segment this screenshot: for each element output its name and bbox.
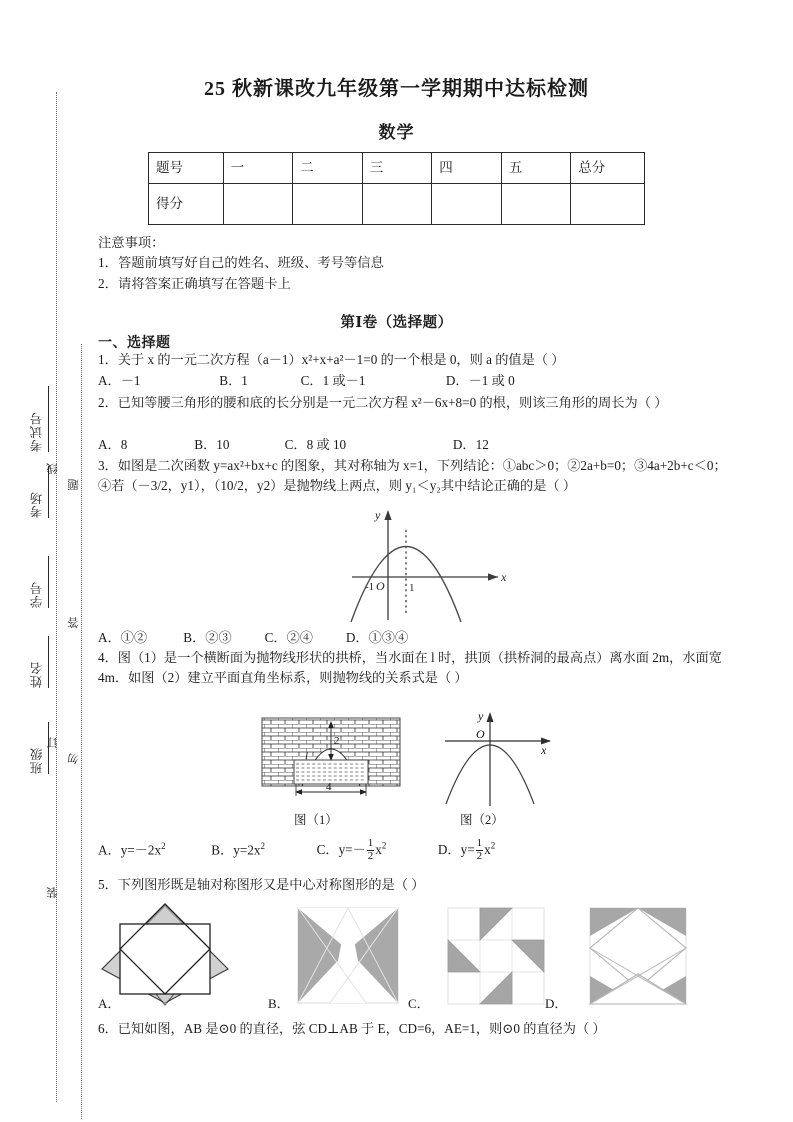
- water-line-label: l: [305, 750, 309, 762]
- shape-a-two-overlapping-squares: [102, 904, 228, 1005]
- margin-warn-word-question: 题: [68, 478, 80, 491]
- question-3-options: [98, 628, 728, 648]
- fig2-y-axis-label: y: [478, 709, 484, 723]
- margin-field-class: 班级: [28, 722, 49, 774]
- y-axis-arrow: [384, 510, 391, 520]
- option-4-b[interactable]: B．$y=2x^2$: [211, 840, 265, 857]
- fig2-y-axis-arrow: [487, 712, 494, 722]
- table-row: [149, 184, 645, 225]
- score-cell-3[interactable]: [362, 184, 432, 225]
- score-cell-5[interactable]: [501, 184, 571, 225]
- margin-field-exam-room: 考场: [28, 466, 49, 518]
- question-3-text: 3．如图是二次函数 y=ax²+bx+c 的图象，其对称轴为 x=1，下列结论：①abc＞0；②2a+b=0；③4a+2b+c＜0；④若（－3/2，y1），（10/2，y2）是抛物线上两点，则 y₁＜y₂其中结论正确的是（ ）: [98, 458, 727, 494]
- margin-field-name: 姓名: [28, 636, 49, 688]
- tick-label-one: 1: [409, 582, 415, 594]
- question-4-text: 4．图（1）是一个横断面为抛物线形状的拱桥，当水面在 l 时，拱顶（拱桥洞的最高点）离水面 2m，水面宽 4m．如图（2）建立平面直角坐标系，则抛物线的关系式是（ ）: [98, 650, 722, 686]
- x-axis-label: x: [501, 570, 507, 584]
- score-table-col-total: 总分: [571, 153, 645, 184]
- option-5-c[interactable]: C．: [408, 996, 430, 1011]
- margin-field-student-number: 学号: [28, 556, 49, 608]
- seal-dotted-line-inner: [81, 344, 82, 1119]
- question-5-options: [98, 993, 738, 1011]
- option-3-c[interactable]: C．②④: [264, 630, 313, 645]
- option-3-d[interactable]: D．①③④: [345, 630, 409, 645]
- score-cell-4[interactable]: [432, 184, 502, 225]
- option-2-b[interactable]: B．10: [194, 437, 230, 452]
- margin-warn-word-do-not: 勿: [68, 752, 80, 765]
- question-6-text: 6．已知如图，AB 是⊙0 的直径，弦 CD⊥AB 于 E，CD=6，AE=1，则⊙0 的直径为（ ）: [98, 1021, 606, 1036]
- paper-part-heading: 第Ⅰ卷（选择题）: [340, 315, 453, 331]
- parabola-graph-svg: [330, 505, 520, 625]
- score-cell-1[interactable]: [223, 184, 293, 225]
- y-axis-label: y: [375, 508, 381, 522]
- option-4-d[interactable]: D．y= $\frac{1}{2}$ $x^2$: [437, 837, 496, 862]
- instructions-heading: 注意事项：: [98, 235, 165, 250]
- margin-seal-word-pack: 装: [47, 886, 59, 899]
- option-3-b[interactable]: B．②③: [183, 630, 232, 645]
- shape-d-rotated-inner-square: [590, 908, 686, 1004]
- score-cell-total[interactable]: [571, 184, 645, 225]
- question-2-text: 2．已知等腰三角形的腰和底的长分别是一元二次方程 x²－6x+8=0 的根，则该三角形的周长为（ ）: [98, 395, 668, 410]
- score-table-row-label-1: 题号: [149, 153, 224, 184]
- exam-margin-strip: [0, 0, 100, 1122]
- tick-label-minus-one: -1: [365, 581, 375, 593]
- figure-1-caption: 图（1）: [294, 813, 338, 827]
- instruction-item-1: 1．答题前填写好自己的姓名、班级、考号等信息: [98, 255, 384, 271]
- option-4-a[interactable]: A．$y=-2x^2$: [98, 840, 166, 857]
- question-3-figure: [330, 505, 520, 625]
- figure-2-caption: 图（2）: [460, 813, 504, 827]
- fig2-origin-label: O: [476, 727, 485, 741]
- figure2-parabola: [445, 709, 551, 806]
- option-5-d[interactable]: D．: [545, 996, 568, 1011]
- margin-warn-word-answer: 答: [68, 616, 80, 629]
- width-dimension-label: 4: [326, 781, 332, 793]
- shape-b-rectangle-hourglass: [298, 908, 398, 1003]
- option-5-a[interactable]: A．: [98, 996, 121, 1011]
- score-table-col-5: 五: [501, 153, 571, 184]
- subject-title: 数学: [378, 123, 415, 142]
- score-table-row-label-2: 得分: [149, 184, 224, 225]
- option-2-c[interactable]: C．8 或 10: [284, 437, 347, 452]
- margin-seal-word-line: 线: [47, 462, 59, 475]
- option-3-a[interactable]: A．①②: [98, 630, 148, 645]
- question-1-text: 1．关于 x 的一元二次方程（a－1）x²+x+a²－1=0 的一个根是 0，则 a 的值是（ ）: [98, 352, 565, 367]
- option-4-c[interactable]: C．y=－ $\frac{1}{2}$ $x^2$: [316, 837, 387, 862]
- figure1-bridge: [262, 718, 400, 796]
- shape-c-pinwheel-grid: [448, 908, 544, 1004]
- x-axis-arrow: [488, 573, 498, 580]
- option-1-b[interactable]: B．1: [219, 373, 248, 388]
- origin-label: O: [376, 579, 385, 593]
- score-table-col-1: 一: [223, 153, 293, 184]
- score-table: [148, 152, 645, 225]
- table-row: [149, 153, 645, 184]
- instructions-block: [98, 233, 738, 294]
- question-5-text: 5．下列图形既是轴对称图形又是中心对称图形的是（ ）: [98, 877, 425, 892]
- margin-seal-word-bind: 订: [47, 736, 59, 749]
- section-heading-choice: 一、选择题: [98, 336, 171, 351]
- option-2-a[interactable]: A．8: [98, 437, 128, 452]
- option-5-b[interactable]: B．: [268, 996, 290, 1011]
- score-table-col-3: 三: [362, 153, 432, 184]
- score-cell-2[interactable]: [293, 184, 363, 225]
- margin-field-exam-number: 考试号: [28, 386, 49, 452]
- option-1-d[interactable]: D．－1 或 0: [445, 373, 515, 388]
- score-table-col-4: 四: [432, 153, 502, 184]
- option-1-a[interactable]: A．－1: [98, 373, 141, 388]
- fig2-x-axis-label: x: [541, 743, 547, 757]
- seal-dotted-line-outer: [56, 92, 57, 1102]
- question-1-options: [98, 371, 728, 391]
- question-2-options: [98, 435, 728, 455]
- height-dimension-label: 2: [334, 735, 340, 747]
- score-table-col-2: 二: [293, 153, 363, 184]
- option-2-d[interactable]: D．12: [452, 437, 489, 452]
- instruction-item-2: 2．请将答案正确填写在答题卡上: [98, 275, 291, 291]
- option-1-c[interactable]: C．1 或－1: [300, 373, 366, 388]
- page-title: 25 秋新课改九年级第一学期期中达标检测: [204, 78, 589, 100]
- question-4-options: [98, 838, 728, 862]
